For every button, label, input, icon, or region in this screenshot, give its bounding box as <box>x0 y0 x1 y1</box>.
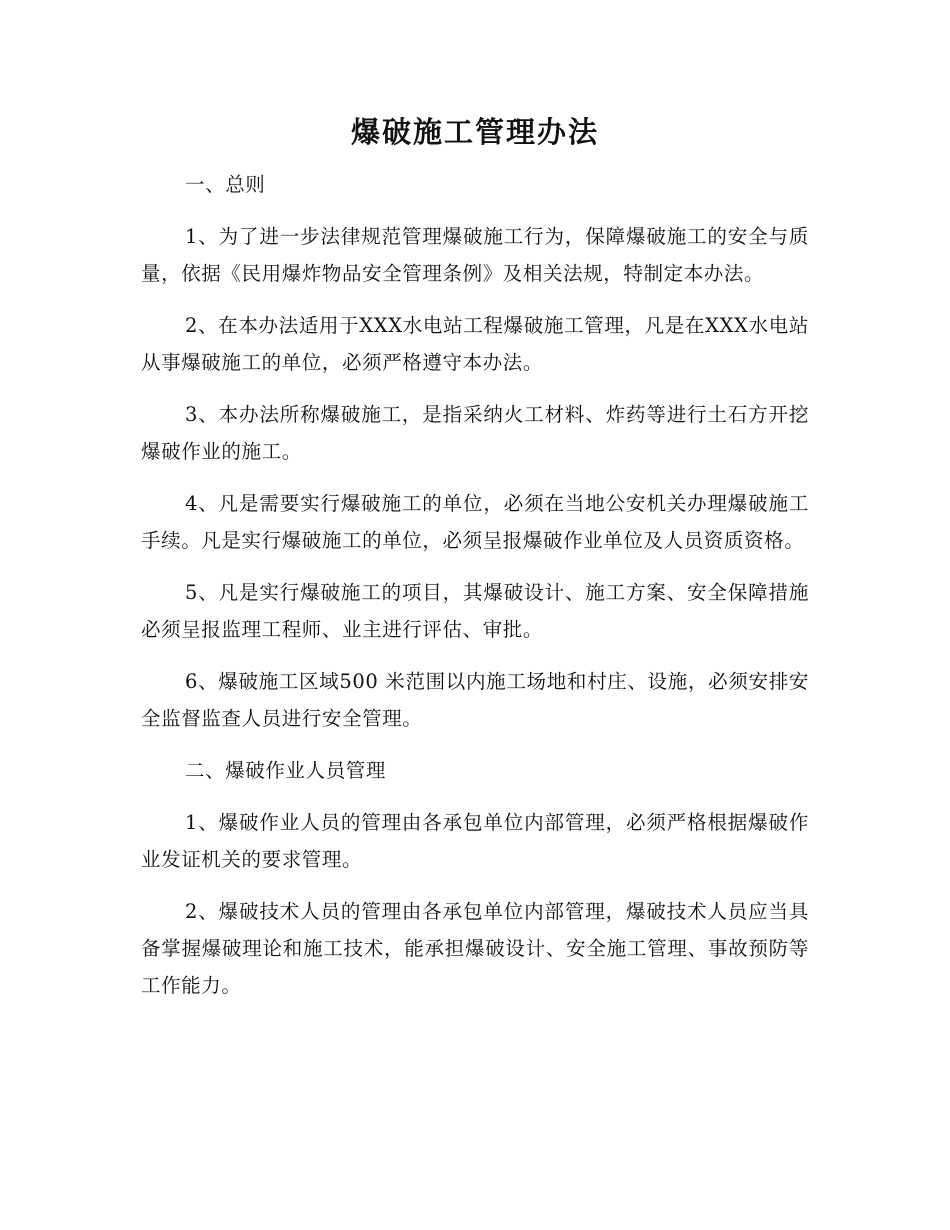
paragraph: 2、在本办法适用于XXX水电站工程爆破施工管理，凡是在XXX水电站从事爆破施工的单位，必须严格遵守本办法。 <box>141 314 809 374</box>
paragraph: 6、爆破施工区域500 米范围以内施工场地和村庄、设施，必须安排安全监督监查人员进行安全管理。 <box>141 670 809 730</box>
paragraph: 1、为了进一步法律规范管理爆破施工行为，保障爆破施工的安全与质量，依据《民用爆炸物品安全管理条例》及相关法规，特制定本办法。 <box>141 225 809 285</box>
paragraph: 4、凡是需要实行爆破施工的单位，必须在当地公安机关办理爆破施工手续。凡是实行爆破施工的单位，必须呈报爆破作业单位及人员资质资格。 <box>141 492 809 552</box>
paragraph: 2、爆破技术人员的管理由各承包单位内部管理，爆破技术人员应当具备掌握爆破理论和施工技术，能承担爆破设计、安全施工管理、事故预防等工作能力。 <box>141 900 809 997</box>
paragraph: 5、凡是实行爆破施工的项目，其爆破设计、施工方案、安全保障措施必须呈报监理工程师、业主进行评估、审批。 <box>141 581 809 641</box>
paragraph: 3、本办法所称爆破施工，是指采纳火工材料、炸药等进行土石方开挖爆破作业的施工。 <box>141 403 809 463</box>
section-heading-general: 一、总则 <box>185 173 266 196</box>
paragraph: 1、爆破作业人员的管理由各承包单位内部管理，必须严格根据爆破作业发证机关的要求管理。 <box>141 811 809 871</box>
document-title: 爆破施工管理办法 <box>350 115 599 149</box>
section-heading-personnel: 二、爆破作业人员管理 <box>185 759 387 782</box>
document-body <box>141 166 809 1019</box>
